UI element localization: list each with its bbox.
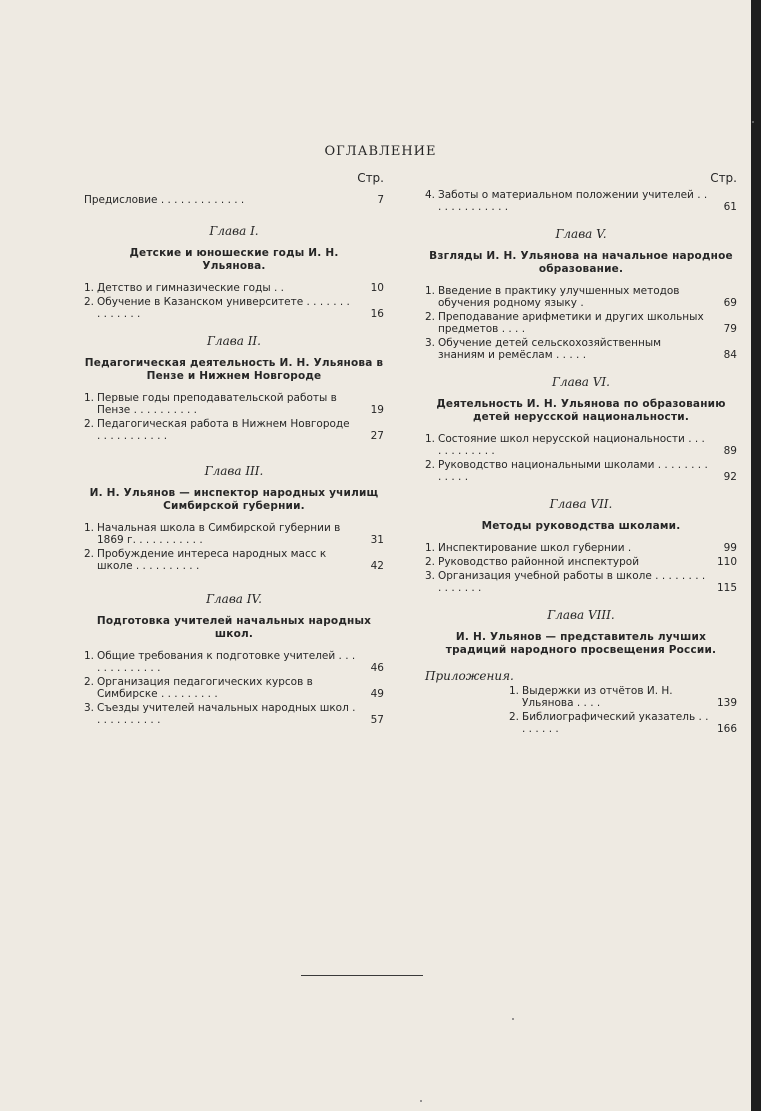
toc-entry[interactable]: 1. Инспектирование школ губернии . 99 [425,542,737,554]
entry-page: 110 [716,556,737,568]
entry-page: 99 [723,542,737,554]
paper-speck [420,1100,422,1102]
appendix-label: Приложения. [425,669,514,683]
chapter-label: Глава V. [555,227,607,241]
toc-heading: ОГЛАВЛЕНИЕ [324,144,437,159]
entry-page: 69 [723,297,737,309]
toc-entry[interactable]: 2. Преподавание арифметики и других школьных предметов . . . . 79 [425,311,737,335]
entry-text: Состояние школ нерусской национальности . . . . . . . . . . . . [438,433,705,457]
chapter-label: Глава VIII. [547,608,615,622]
entry-text: Детство и гимназические годы . . [97,282,284,294]
chapter-title: Взгляды И. Н. Ульянова на начальное народное образование. [429,250,733,275]
entry-page: 7 [377,194,384,206]
page-column-header: Стр. [357,171,384,185]
page-edge [751,0,761,1111]
entry-page: 10 [370,282,384,294]
entry-text: Обучение детей сельскохозяйственным знаниям и ремёслам . . . . . [438,337,662,361]
chapter-label: Глава VII. [549,497,613,511]
toc-entry[interactable]: 1. Введение в практику улучшенных методов обучения родному языку . 69 [425,285,737,309]
chapter-title: И. Н. Ульянов — представитель лучших традиций народного просвещения России. [445,631,717,656]
toc-entry[interactable]: 1. Состояние школ нерусской национальности . . . . . . . . . . . . 89 [425,433,737,457]
chapter-label: Глава III. [204,464,264,478]
toc-entry[interactable]: 3. Организация учебной работы в школе . . . . . . . . . . . . . . . 115 [425,570,737,594]
paper-speck [512,1018,514,1020]
entry-page: 19 [370,404,384,416]
entry-page: 115 [716,582,737,594]
toc-entry[interactable]: 4. Заботы о материальном положении учителей . . . . . . . . . . . . . 61 [425,189,737,213]
entry-page: 49 [370,688,384,700]
chapter-title: Подготовка учителей начальных народных школ. [96,615,372,640]
chapter-title: Детские и юношеские годы И. Н. Ульянова. [129,247,339,272]
chapter-label: Глава IV. [206,592,262,606]
chapter-title: И. Н. Ульянов — инспектор народных училищ Симбирской губернии. [89,487,379,512]
entry-text: Съезды учителей начальных народных школ . . . . . . . . . . . [97,702,356,726]
entry-page: 42 [370,560,384,572]
toc-entry[interactable]: 2. Обучение в Казанском университете . . . . . . . . . . . . . . 16 [84,296,384,320]
entry-text: Пробуждение интереса народных масс к школе . . . . . . . . . . [97,548,327,572]
entry-page: 89 [723,445,737,457]
toc-entry[interactable]: 1. Детство и гимназические годы . . 10 [84,282,384,294]
toc-entry[interactable]: 1. Начальная школа в Симбирской губернии в 1869 г. . . . . . . . . . . 31 [84,522,384,546]
toc-entry[interactable]: 2. Педагогическая работа в Нижнем Новгороде . . . . . . . . . . . 27 [84,418,384,442]
chapter-title: Деятельность И. Н. Ульянова по образованию детей нерусской национальности. [436,398,726,423]
chapter-label: Глава VI. [552,375,610,389]
entry-text: Выдержки из отчётов И. Н. Ульянова . . . . [522,685,673,709]
toc-entry[interactable]: 1. Первые годы преподавательской работы в Пензе . . . . . . . . . . 19 [84,392,384,416]
toc-column-left [84,171,384,728]
toc-entry[interactable]: 2. Руководство районной инспектурой 110 [425,556,737,568]
entry-page: 57 [370,714,384,726]
toc-entry-preface[interactable] [84,194,384,206]
entry-page: 46 [370,662,384,674]
entry-text: Заботы о материальном положении учителей . . . . . . . . . . . . . [438,189,708,213]
chapter-title: Методы руководства школами. [481,520,681,532]
entry-page: 16 [370,308,384,320]
entry-text: Организация учебной работы в школе . . . . . . . . . . . . . . . [438,570,706,594]
entry-text: Начальная школа в Симбирской губернии в 1869 г. . . . . . . . . . . [97,522,341,546]
entry-text: Общие требования к подготовке учителей . . . . . . . . . . . . . [97,650,356,674]
entry-text: Обучение в Казанском университете . . . . . . . . . . . . . . [97,296,350,320]
entry-text: Предисловие . . . . . . . . . . . . . [84,194,245,206]
paper-speck [752,121,754,123]
entry-text: Инспектирование школ губернии . [438,542,632,554]
entry-text: Преподавание арифметики и других школьных предметов . . . . [438,311,704,335]
toc-entry[interactable]: 3. Съезды учителей начальных народных школ . . . . . . . . . . . 57 [84,702,384,726]
entry-page: 27 [370,430,384,442]
toc-entry[interactable]: 1. Выдержки из отчётов И. Н. Ульянова . . . . 139 [509,685,737,709]
toc-entry[interactable]: 2. Руководство национальными школами . . . . . . . . . . . . . 92 [425,459,737,483]
entry-text: Введение в практику улучшенных методов обучения родному языку . [438,285,680,309]
entry-text: Педагогическая работа в Нижнем Новгороде . . . . . . . . . . . [97,418,350,442]
chapter-label: Глава I. [209,224,259,238]
entry-page: 166 [716,723,737,735]
entry-text: Первые годы преподавательской работы в Пензе . . . . . . . . . . [97,392,337,416]
entry-page: 84 [723,349,737,361]
entry-page: 79 [723,323,737,335]
entry-page: 92 [723,471,737,483]
entry-page: 139 [716,697,737,709]
entry-page: 31 [370,534,384,546]
toc-column-right [425,171,737,737]
toc-entry[interactable]: 3. Обучение детей сельскохозяйственным знаниям и ремёслам . . . . . 84 [425,337,737,361]
entry-text: Библиографический указатель . . . . . . . . [522,711,709,735]
toc-entry[interactable]: 1. Общие требования к подготовке учителей . . . . . . . . . . . . . 46 [84,650,384,674]
entry-page: 61 [723,201,737,213]
entry-text: Руководство национальными школами . . . . . . . . . . . . . [438,459,708,483]
toc-entry[interactable]: 2. Пробуждение интереса народных масс к школе . . . . . . . . . . 42 [84,548,384,572]
closing-rule [301,975,423,976]
toc-entry[interactable]: 2. Библиографический указатель . . . . . . . . 166 [509,711,737,735]
chapter-title: Педагогическая деятельность И. Н. Ульянова в Пензе и Нижнем Новгороде [84,357,384,382]
chapter-label: Глава II. [207,334,261,348]
page-column-header: Стр. [710,171,737,185]
entry-text: Руководство районной инспектурой [438,556,640,568]
toc-entry[interactable]: 2. Организация педагогических курсов в Симбирске . . . . . . . . . 49 [84,676,384,700]
entry-text: Организация педагогических курсов в Симбирске . . . . . . . . . [97,676,313,700]
